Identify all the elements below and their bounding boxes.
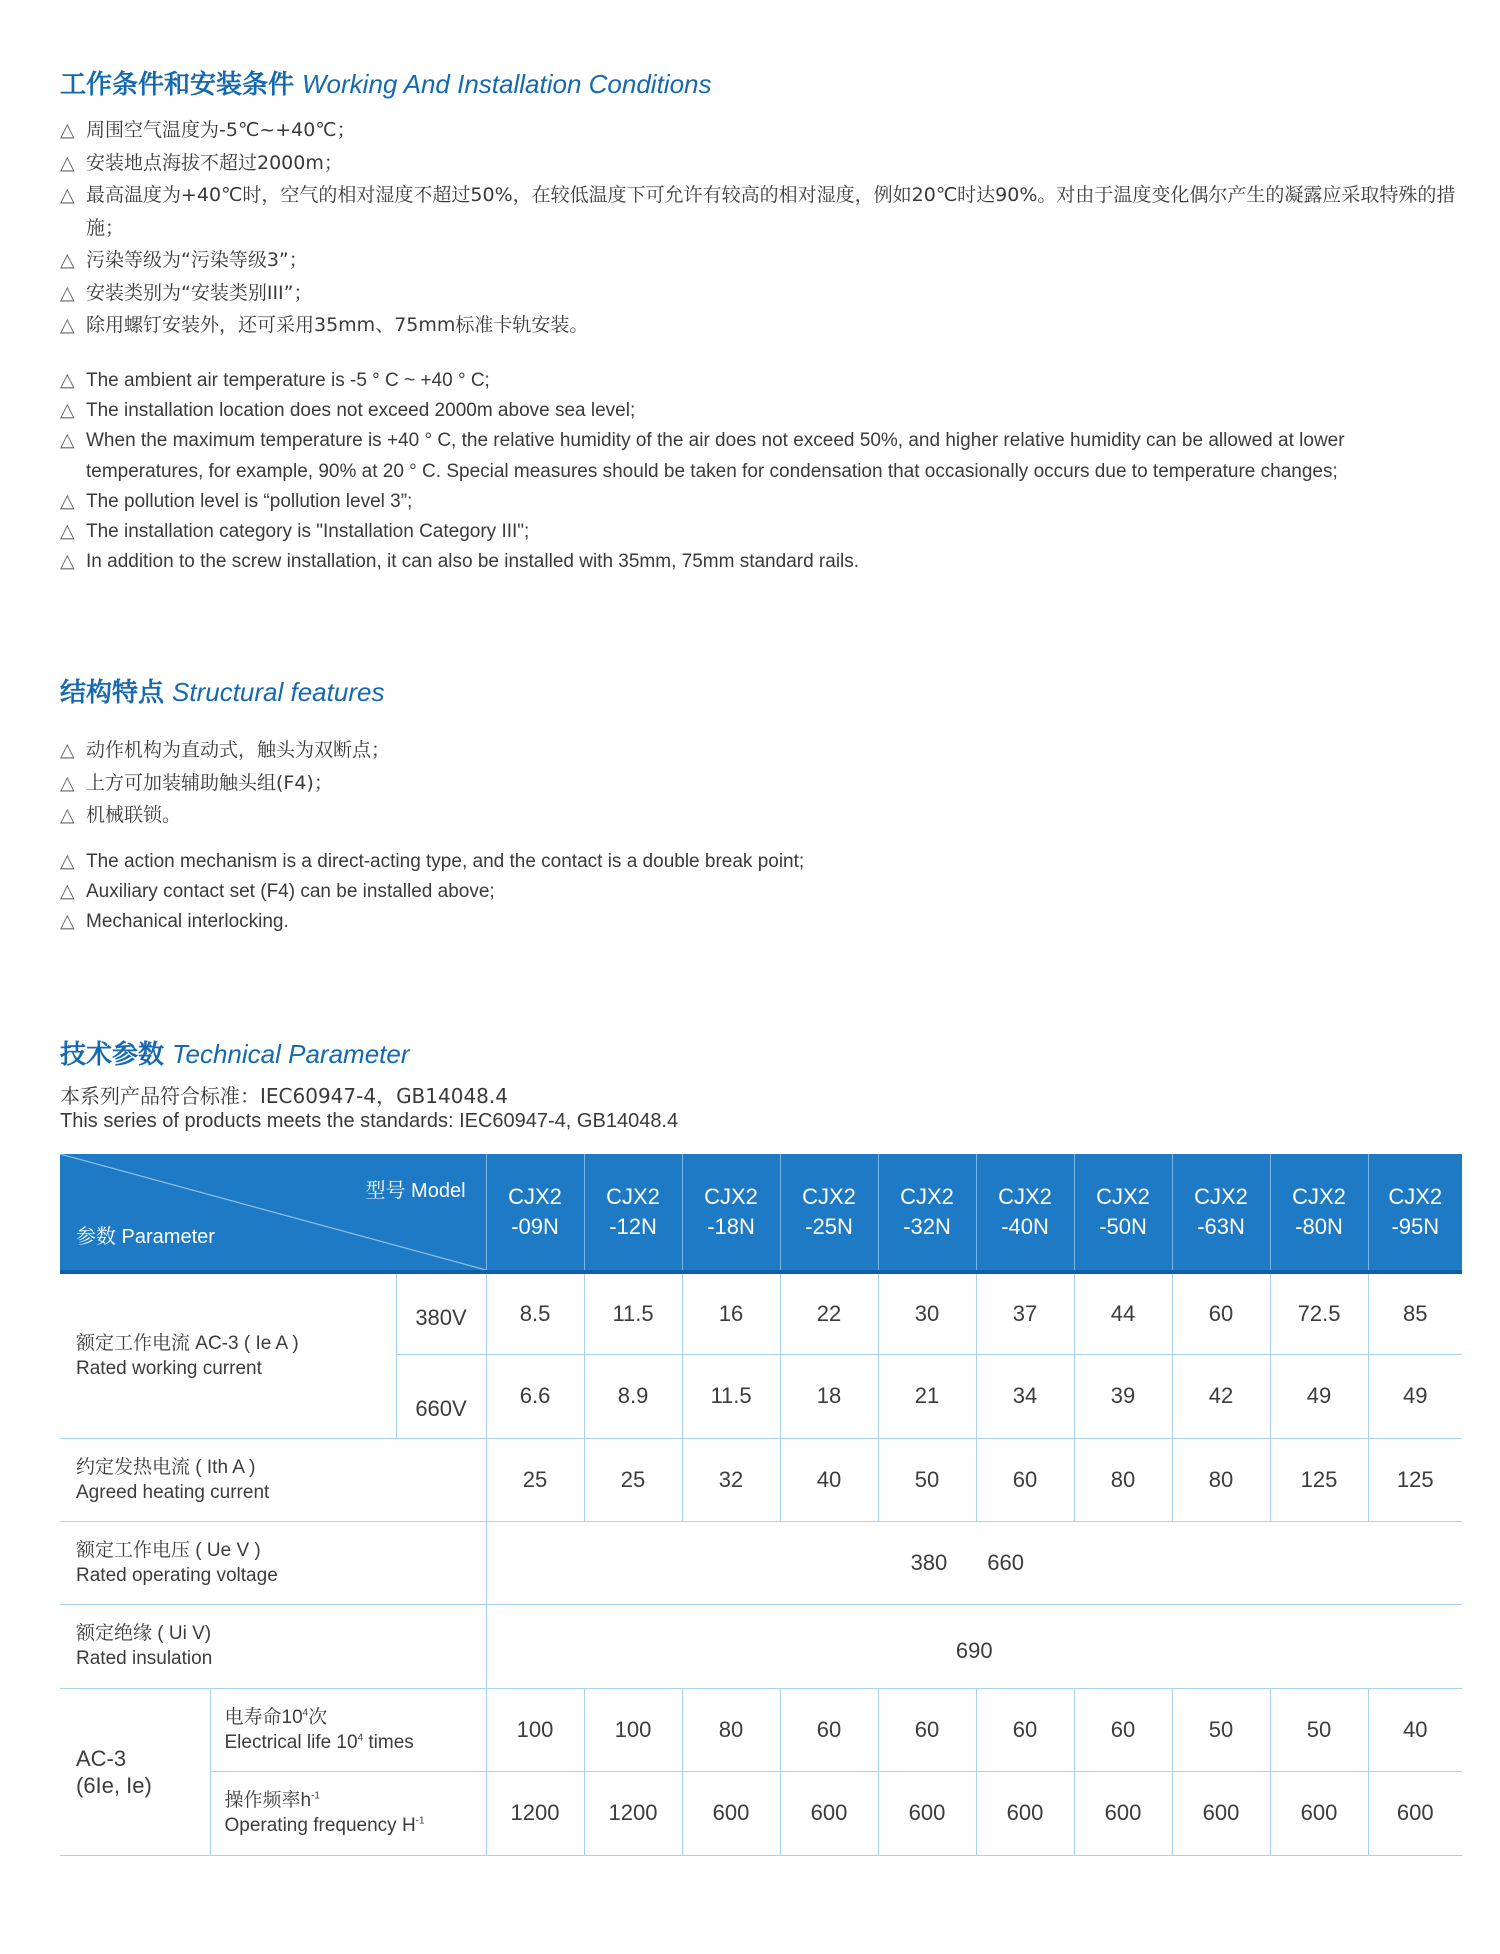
rated-current-660v-value: 11.5 — [682, 1354, 780, 1438]
rated-current-660v-value: 6.6 — [486, 1354, 584, 1438]
rated-current-660v-value: 49 — [1270, 1354, 1368, 1438]
triangle-bullet-icon: △ — [60, 739, 75, 761]
electrical-life-value: 80 — [682, 1688, 780, 1771]
table-header-row — [60, 1154, 1462, 1272]
operating-frequency-value: 600 — [1270, 1771, 1368, 1855]
triangle-bullet-icon: △ — [60, 521, 75, 543]
heating-current-value: 60 — [976, 1438, 1074, 1521]
section-title-en: Structural features — [172, 677, 385, 707]
heating-current-value: 25 — [486, 1438, 584, 1521]
table-row-heating-current — [60, 1438, 1462, 1521]
list-item-text: When the maximum temperature is +40 ° C, the relative humidity of the air does not exceed 50%, and higher relative humidity can be allowed at lower temperatures, for example, 90% at 20 ° C. Special measures should be taken for condensation that occasionally occurs due to temperature changes; — [86, 430, 1345, 482]
electrical-life-value: 100 — [584, 1688, 682, 1771]
operating-frequency-value: 1200 — [584, 1771, 682, 1855]
rated-current-380v-value: 30 — [878, 1272, 976, 1354]
triangle-bullet-icon: △ — [60, 400, 75, 422]
operating-voltage-label-cell — [60, 1521, 486, 1604]
insulation-label-cell — [60, 1604, 486, 1688]
model-suffix: -18N — [707, 1214, 755, 1239]
list-item-text: 污染等级为“污染等级3”； — [86, 249, 308, 271]
list-item — [60, 366, 1460, 396]
list-item-text: 动作机构为直动式，触头为双断点； — [86, 739, 391, 761]
list-item — [60, 767, 1460, 800]
operating-voltage-label-en: Rated operating voltage — [76, 1564, 278, 1586]
heating-current-label-cell — [60, 1438, 486, 1521]
list-item — [60, 547, 1460, 577]
triangle-bullet-icon: △ — [60, 551, 75, 573]
ac3-label-cell — [60, 1688, 210, 1855]
rated-current-380v-value: 37 — [976, 1272, 1074, 1354]
model-header-cell — [1368, 1154, 1462, 1272]
model-suffix: -50N — [1099, 1214, 1147, 1239]
model-name: CJX2 — [998, 1184, 1052, 1209]
triangle-bullet-icon: △ — [60, 911, 75, 933]
list-item — [60, 426, 1460, 486]
list-item-text: 上方可加装辅助触头组(F4)； — [86, 771, 333, 794]
triangle-bullet-icon: △ — [60, 370, 75, 391]
electrical-life-value: 40 — [1368, 1688, 1462, 1771]
structural-features-en-list — [60, 847, 1460, 938]
model-name: CJX2 — [508, 1184, 562, 1209]
rated-current-660v-value: 21 — [878, 1354, 976, 1438]
model-header-cell — [976, 1154, 1074, 1272]
heating-current-value: 40 — [780, 1438, 878, 1521]
technical-parameter-table — [60, 1154, 1462, 1856]
operating-frequency-value: 600 — [682, 1771, 780, 1855]
list-item — [60, 799, 1460, 832]
voltage-cell-660v: 660V — [396, 1354, 486, 1438]
list-item — [60, 277, 1460, 310]
header-corner-cell — [60, 1154, 486, 1272]
rated-current-380v-value: 44 — [1074, 1272, 1172, 1354]
heating-current-value: 80 — [1172, 1438, 1270, 1521]
heating-current-label-en: Agreed heating current — [76, 1481, 270, 1503]
section-title-working — [60, 64, 712, 101]
list-item-text: 安装类别为“安装类别III”； — [86, 281, 313, 304]
list-item-text: The pollution level is “pollution level 3”; — [86, 490, 413, 512]
model-header-cell — [584, 1154, 682, 1272]
rated-current-380v-value: 16 — [682, 1272, 780, 1354]
rated-current-660v-value: 39 — [1074, 1354, 1172, 1438]
model-suffix: -40N — [1001, 1214, 1049, 1239]
working-conditions-zh-list — [60, 114, 1460, 342]
section-title-technical — [60, 1034, 410, 1071]
operating-voltage-label-zh: 额定工作电压 ( Ue V ) — [76, 1539, 261, 1561]
insulation-label-zh: 额定绝缘 ( Ui V) — [76, 1623, 212, 1644]
list-item-text: The installation location does not exceed 2000m above sea level; — [86, 400, 636, 422]
model-header-cell — [1074, 1154, 1172, 1272]
structural-features-zh-list — [60, 734, 1460, 832]
frequency-label-zh: 操作频率$h^{-1}$ — [224, 1790, 320, 1811]
standard-zh: 本系列产品符合标准：IEC60947-4，GB14048.4 — [60, 1084, 508, 1108]
operating-voltage-value-660: 660 — [987, 1549, 1024, 1575]
operating-voltage-value-380: 380 — [910, 1549, 948, 1575]
rated-current-380v-value: 85 — [1368, 1272, 1462, 1354]
rated-current-380v-value: 60 — [1172, 1272, 1270, 1354]
model-header-cell — [486, 1154, 584, 1272]
list-item — [60, 179, 1460, 244]
rated-current-660v-value: 42 — [1172, 1354, 1270, 1438]
operating-frequency-value: 600 — [780, 1771, 878, 1855]
model-suffix: -80N — [1295, 1214, 1343, 1239]
triangle-bullet-icon: △ — [60, 430, 75, 452]
list-item — [60, 114, 1460, 147]
rated-current-660v-value: 49 — [1368, 1354, 1462, 1438]
triangle-bullet-icon: △ — [60, 881, 75, 903]
triangle-bullet-icon: △ — [60, 249, 75, 271]
model-name: CJX2 — [1292, 1184, 1346, 1209]
ac3-label-b: (6Ie, Ie) — [76, 1772, 152, 1798]
triangle-bullet-icon: △ — [60, 281, 75, 304]
list-item-text: The installation category is "Installation Category III"; — [86, 521, 530, 543]
electrical-life-value: 60 — [878, 1688, 976, 1771]
list-item-text: Mechanical interlocking. — [86, 911, 289, 933]
list-item — [60, 396, 1460, 426]
insulation-label-en: Rated insulation — [76, 1648, 213, 1669]
list-item-text: 最高温度为+40℃时，空气的相对湿度不超过50%，在较低温度下可允许有较高的相对湿度，例如20℃时达90%。对由于温度变化偶尔产生的凝露应采取特殊的措施； — [86, 184, 1456, 239]
operating-frequency-value: 600 — [976, 1771, 1074, 1855]
list-item-text: 除用螺钉安装外，还可采用35mm、75mm标准卡轨安装。 — [86, 314, 589, 336]
model-suffix: -09N — [511, 1214, 559, 1239]
model-name: CJX2 — [1096, 1184, 1150, 1209]
triangle-bullet-icon: △ — [60, 804, 75, 826]
list-item — [60, 907, 1460, 937]
list-item — [60, 244, 1460, 277]
model-suffix: -25N — [805, 1214, 853, 1239]
electrical-life-label-zh: 电寿命$10^4$次 — [224, 1706, 328, 1728]
model-name: CJX2 — [1194, 1184, 1248, 1209]
standard-en: This series of products meets the standards: IEC60947-4, GB14048.4 — [60, 1110, 679, 1132]
insulation-value-cell: 690 — [486, 1604, 1462, 1688]
ac3-label-a: AC-3 — [76, 1745, 127, 1771]
operating-frequency-value: 600 — [1172, 1771, 1270, 1855]
model-header-cell — [1270, 1154, 1368, 1272]
table-row-rated-current-380v — [60, 1272, 1462, 1354]
heating-current-value: 50 — [878, 1438, 976, 1521]
list-item-text: In addition to the screw installation, it can also be installed with 35mm, 75mm standard rails. — [86, 551, 860, 573]
section-title-zh: 技术参数 — [60, 1040, 165, 1070]
list-item-text: The ambient air temperature is -5 ° C ~ +40 ° C; — [86, 370, 490, 391]
triangle-bullet-icon: △ — [60, 151, 75, 174]
triangle-bullet-icon: △ — [60, 119, 75, 141]
rated-current-380v-value: 8.5 — [486, 1272, 584, 1354]
model-name: CJX2 — [704, 1184, 758, 1209]
model-suffix: -63N — [1197, 1214, 1245, 1239]
section-title-en: Technical Parameter — [172, 1039, 410, 1069]
operating-frequency-value: 1200 — [486, 1771, 584, 1855]
model-header-cell — [682, 1154, 780, 1272]
list-item — [60, 309, 1460, 342]
operating-frequency-value: 600 — [1368, 1771, 1462, 1855]
rated-current-label-zh: 额定工作电流 AC-3 ( Ie A ) — [76, 1332, 299, 1354]
list-item-text: 安装地点海拔不超过2000m； — [86, 151, 343, 174]
list-item — [60, 487, 1460, 517]
rated-current-660v-value: 8.9 — [584, 1354, 682, 1438]
frequency-label-cell — [210, 1771, 486, 1855]
heating-current-value: 80 — [1074, 1438, 1172, 1521]
triangle-bullet-icon: △ — [60, 851, 75, 872]
rated-current-660v-value: 18 — [780, 1354, 878, 1438]
list-item-text: The action mechanism is a direct-acting type, and the contact is a double break point; — [86, 851, 805, 872]
heating-current-value: 25 — [584, 1438, 682, 1521]
rated-current-380v-value: 72.5 — [1270, 1272, 1368, 1354]
model-suffix: -95N — [1391, 1214, 1440, 1239]
electrical-life-value: 60 — [780, 1688, 878, 1771]
model-name: CJX2 — [1388, 1184, 1443, 1209]
model-header-cell — [780, 1154, 878, 1272]
operating-voltage-value-cell — [486, 1521, 1462, 1604]
model-suffix: -32N — [903, 1214, 951, 1239]
heating-current-value: 125 — [1270, 1438, 1368, 1521]
electrical-life-value: 60 — [1074, 1688, 1172, 1771]
section-title-zh: 结构特点 — [60, 678, 165, 708]
working-conditions-en-list — [60, 366, 1460, 577]
electrical-life-value: 60 — [976, 1688, 1074, 1771]
triangle-bullet-icon: △ — [60, 314, 75, 336]
section-title-zh: 工作条件和安装条件 — [60, 70, 295, 100]
list-item-text: Auxiliary contact set (F4) can be installed above; — [86, 881, 495, 903]
model-name: CJX2 — [900, 1184, 954, 1209]
electrical-life-value: 50 — [1270, 1688, 1368, 1771]
list-item — [60, 734, 1460, 767]
model-name: CJX2 — [802, 1184, 856, 1209]
model-header-cell — [878, 1154, 976, 1272]
table-row-rated-insulation — [60, 1604, 1462, 1688]
heating-current-label-zh: 约定发热电流 ( Ith A ) — [76, 1456, 256, 1478]
triangle-bullet-icon: △ — [60, 184, 75, 206]
section-title-structural — [60, 672, 384, 709]
triangle-bullet-icon: △ — [60, 490, 75, 512]
operating-frequency-value: 600 — [878, 1771, 976, 1855]
corner-model-label: 型号 Model — [365, 1180, 466, 1202]
frequency-label-en: Operating frequency $H^{-1}$ — [224, 1815, 425, 1836]
table-row-electrical-life — [60, 1688, 1462, 1771]
section-title-en: Working And Installation Conditions — [302, 69, 712, 99]
rated-current-label-cell — [60, 1272, 396, 1438]
heating-current-value: 32 — [682, 1438, 780, 1521]
electrical-life-label-cell — [210, 1688, 486, 1771]
voltage-cell-380v: 380V — [396, 1272, 486, 1354]
electrical-life-value: 100 — [486, 1688, 584, 1771]
list-item — [60, 847, 1460, 877]
electrical-life-label-en: Electrical life $10^4$ times — [224, 1731, 414, 1753]
triangle-bullet-icon: △ — [60, 771, 75, 794]
model-header-cell — [1172, 1154, 1270, 1272]
table-row-operating-voltage — [60, 1521, 1462, 1604]
list-item-text: 周围空气温度为-5℃~+40℃； — [86, 119, 356, 141]
rated-current-380v-value: 11.5 — [584, 1272, 682, 1354]
rated-current-380v-value: 22 — [780, 1272, 878, 1354]
list-item — [60, 147, 1460, 180]
electrical-life-value: 50 — [1172, 1688, 1270, 1771]
list-item — [60, 517, 1460, 547]
table-row-operating-frequency — [60, 1771, 1462, 1855]
rated-current-label-en: Rated working current — [76, 1357, 262, 1379]
model-name: CJX2 — [606, 1184, 660, 1209]
heating-current-value: 125 — [1368, 1438, 1462, 1521]
operating-frequency-value: 600 — [1074, 1771, 1172, 1855]
corner-diagonal-line — [60, 1154, 486, 1270]
list-item — [60, 877, 1460, 907]
model-suffix: -12N — [609, 1214, 657, 1239]
list-item-text: 机械联锁。 — [86, 804, 182, 826]
corner-parameter-label: 参数 Parameter — [76, 1226, 215, 1248]
rated-current-660v-value: 34 — [976, 1354, 1074, 1438]
